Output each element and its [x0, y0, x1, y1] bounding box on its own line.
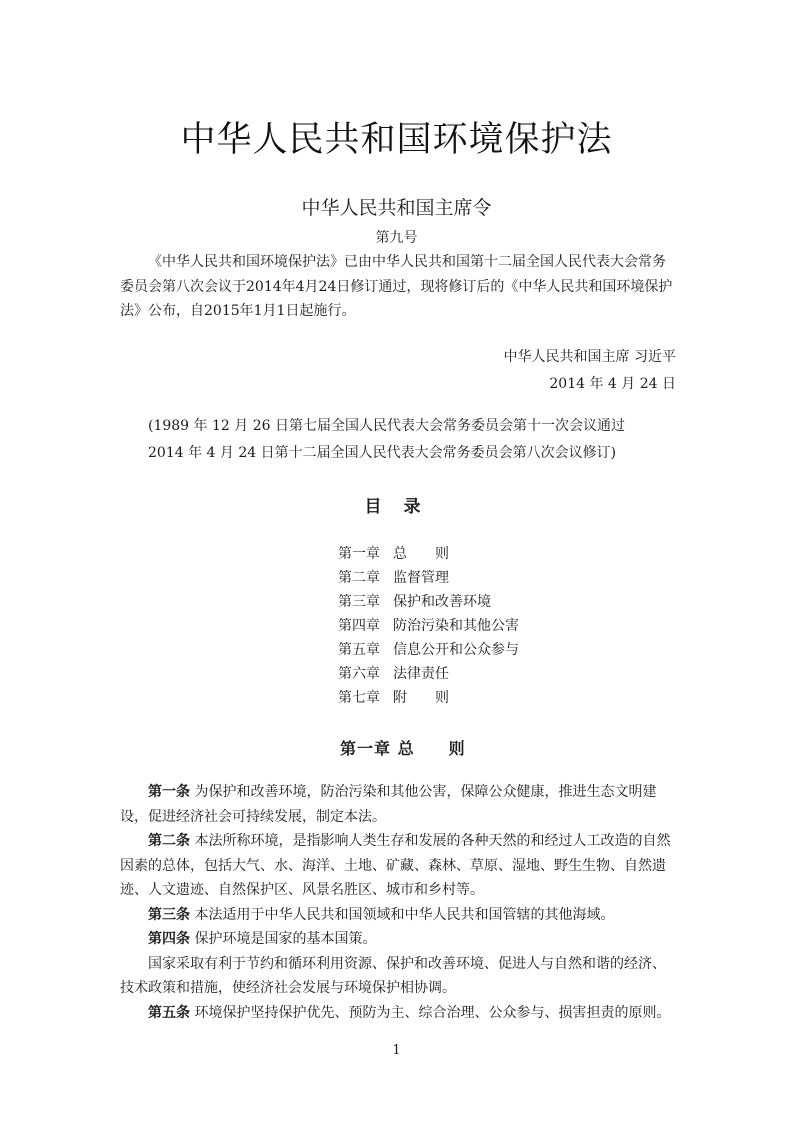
- article: [120, 903, 675, 928]
- toc-item-number: 第五章: [338, 642, 380, 658]
- toc-item-number: 第二章: [338, 570, 380, 586]
- toc-item-name: 附 则: [393, 690, 449, 706]
- toc-item: [338, 567, 449, 587]
- toc-item-number: 第六章: [338, 666, 380, 682]
- toc-item-name: 防治污染和其他公害: [393, 618, 519, 634]
- page-number: 1: [392, 1043, 401, 1058]
- article: [120, 1001, 675, 1026]
- article-label: 第一条: [148, 784, 190, 800]
- toc-item-name: 总 则: [393, 546, 449, 562]
- sign-date: 2014 年 4 月 24 日: [549, 376, 676, 392]
- decree-text: 《中华人民共和国环境保护法》已由中华人民共和国第十二届全国人民代表大会常务委员会第八次会议于2014年4月24日修订通过，现将修订后的《中华人民共和国环境保护法》公布，自2015年1月1日起施行。: [120, 254, 673, 319]
- article: [120, 952, 675, 1001]
- article-text: 环境保护坚持保护优先、预防为主、综合治理、公众参与、损害担责的原则。: [194, 1004, 671, 1021]
- history-line-2: 2014 年 4 月 24 日第十二届全国人民代表大会常务委员会第八次会议修订): [148, 445, 617, 461]
- article: [120, 829, 675, 903]
- article-text: 本法所称环境，是指影响人类生存和发展的各种天然的和经过人工改造的自然因素的总体，包括大气、水、海洋、土地、矿藏、森林、草原、湿地、野生生物、自然遗迹、人文遗迹、自然保护区、风景名胜区、城市和乡村等。: [120, 833, 671, 898]
- article: [120, 780, 675, 829]
- toc-item-name: 监督管理: [393, 570, 449, 586]
- toc-item-number: 第七章: [338, 690, 380, 706]
- toc-item: [338, 543, 449, 563]
- article-label: 第二条: [148, 833, 190, 849]
- order-number: 第九号: [375, 230, 418, 246]
- toc-title: 目 录: [364, 497, 429, 517]
- toc-item-number: 第四章: [338, 618, 380, 634]
- decree-subtitle: 中华人民共和国主席令: [301, 197, 492, 219]
- article-label: 第四条: [148, 931, 190, 947]
- article-text: 保护环境是国家的基本国策。: [194, 931, 377, 947]
- article-label: 第三条: [148, 906, 190, 923]
- toc-item: [338, 591, 491, 611]
- law-title: 中华人民共和国环境保护法: [180, 120, 613, 160]
- toc-item: [338, 687, 449, 707]
- signatory: 中华人民共和国主席 习近平: [503, 349, 676, 365]
- toc-item-name: 信息公开和公众参与: [393, 642, 519, 658]
- toc-item-number: 第三章: [338, 594, 380, 610]
- articles-body: [120, 780, 675, 1025]
- toc-item: [338, 615, 519, 635]
- article-text: 本法适用于中华人民共和国领域和中华人民共和国管辖的其他海域。: [194, 906, 615, 923]
- article-text: 为保护和改善环境，防治污染和其他公害，保障公众健康，推进生态文明建设，促进经济社会可持续发展，制定本法。: [120, 784, 657, 825]
- toc-item: [338, 663, 449, 683]
- toc-item-name: 法律责任: [393, 666, 449, 682]
- article: [120, 927, 675, 952]
- toc-item-name: 保护和改善环境: [393, 594, 491, 610]
- toc-item-number: 第一章: [338, 546, 380, 562]
- decree-paragraph: [120, 250, 675, 324]
- article-text: 国家采取有利于节约和循环利用资源、保护和改善环境、促进人与自然和谐的经济、技术政策和措施，使经济社会发展与环境保护相协调。: [120, 955, 666, 996]
- toc-item: [338, 639, 519, 659]
- chapter-heading: 第一章 总 则: [340, 739, 466, 758]
- history-line-1: (1989 年 12 月 26 日第七届全国人民代表大会常务委员会第十一次会议通过: [148, 418, 625, 434]
- article-label: 第五条: [148, 1004, 190, 1021]
